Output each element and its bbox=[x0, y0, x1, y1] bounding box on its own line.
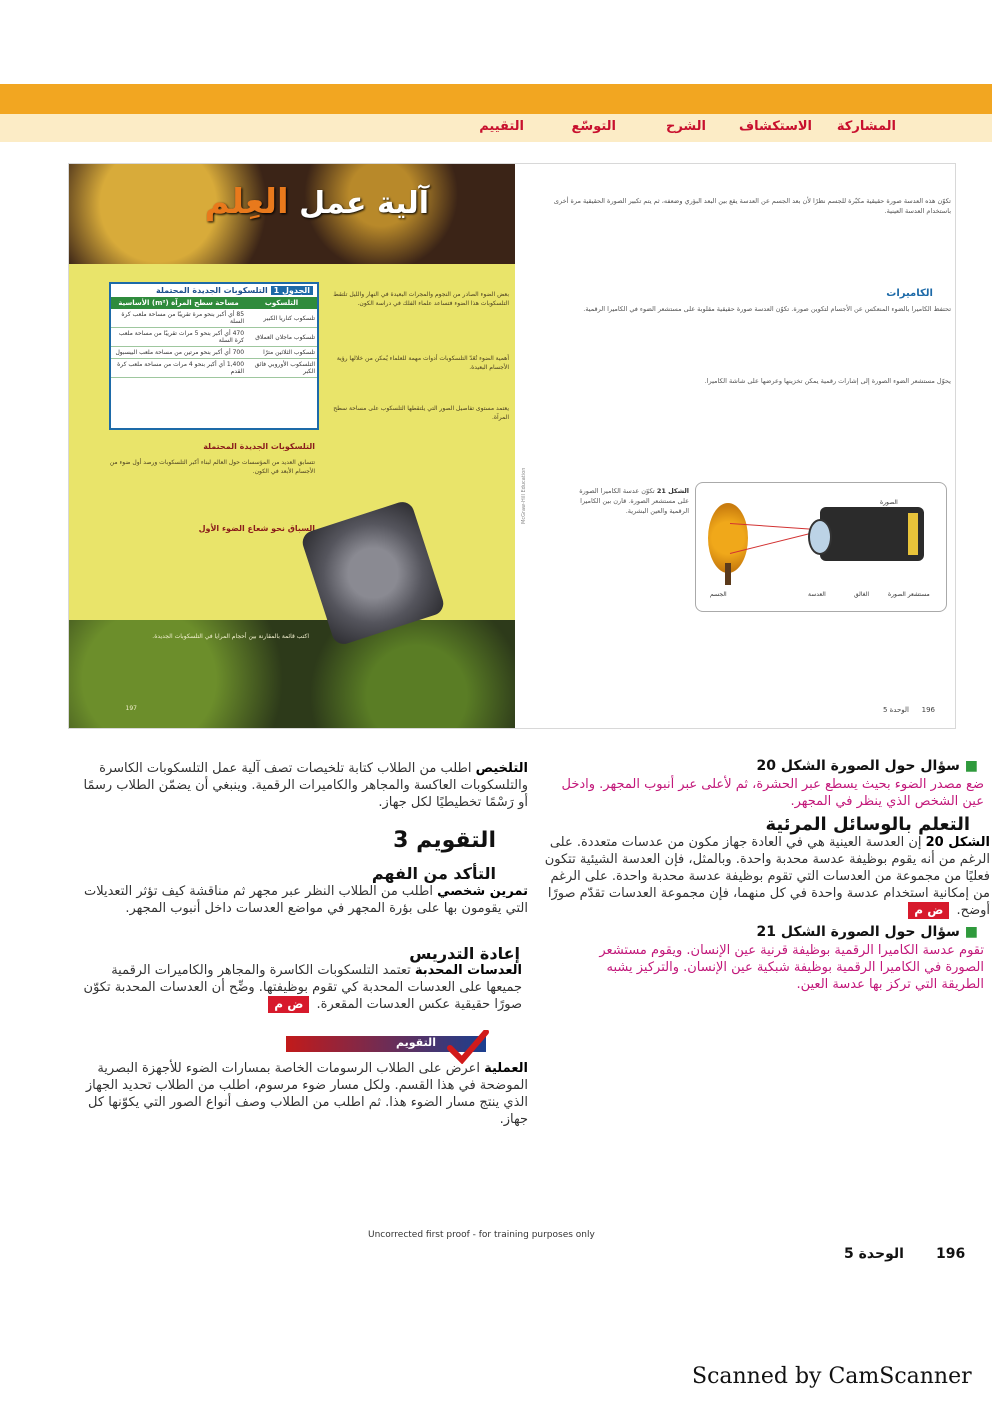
reteach-label: العدسات المحدبة bbox=[414, 963, 522, 978]
camscanner-watermark: Scanned by CamScanner bbox=[692, 1364, 972, 1389]
title-a: آلية عمل bbox=[299, 186, 429, 221]
summary-label: التلخيص bbox=[475, 761, 528, 776]
right-page-number: 196 bbox=[921, 706, 935, 714]
q20-heading: ■ سؤال حول الصورة الشكل 20 bbox=[756, 758, 978, 774]
table-row: تلسكوب ماجلان العملاق 470 أي أكبر بنحو 5 مرات تقريبًا من مساحة ملعب كرة السلة bbox=[111, 328, 317, 347]
right-heading: الكاميرات bbox=[886, 288, 933, 299]
nav-item-engage[interactable]: المشاركة bbox=[836, 119, 896, 134]
tree-trunk bbox=[725, 563, 731, 585]
image-sensor bbox=[908, 513, 918, 555]
exercise-label: تمرين شخصي bbox=[437, 884, 528, 899]
practical-label: العملية bbox=[484, 1061, 528, 1076]
proof-note: Uncorrected first proof - for training purposes only bbox=[368, 1230, 595, 1240]
nav-item-elaborate[interactable]: التوسّع bbox=[571, 119, 616, 134]
top-color-band bbox=[0, 84, 992, 114]
right-paragraph-2: يحوّل مستشعر الضوء الصورة إلى إشارات رقمية يمكن تخزينها وعرضها على شاشة الكاميرا. bbox=[704, 377, 951, 385]
checkmark-icon bbox=[446, 1030, 490, 1064]
exercise-text: اطلب من الطلاب النظر عبر مجهر ثم مناقشة كيف تؤثر التعديلات التي يقومون بها على بؤرة المجهر في مواضع العدسات داخل أنبوب المجهر. bbox=[84, 884, 528, 916]
evaluate-title: التقويم 3 bbox=[393, 828, 496, 853]
visual-learning-label: الشكل 20 bbox=[925, 835, 990, 850]
table bbox=[111, 297, 317, 378]
fig21-caption: الشكل 21 تكوّن عدسة الكاميرا الصورة على مستشعر الصورة. قارن بين الكاميرا الرقمية والعين البشرية. bbox=[579, 487, 689, 515]
right-paragraph-1: تحتفظ الكاميرا بالضوء المنعكس عن الأجسام لتكوين صورة. تكوّن العدسة صورة حقيقية مقلوبة على مستشعر الضوء في الكاميرا الرقمية. bbox=[583, 305, 951, 313]
visual-learning-block bbox=[536, 834, 990, 919]
right-page bbox=[515, 164, 955, 728]
table-caption: الجدول 1 التلسكوبات الجديدة المحتملة bbox=[111, 284, 317, 297]
visual-learning-text: إن العدسة العينية هي في العادة جهاز مكون من عدسات متعددة. على الرغم من أنه يقوم بوظيفة عدسة محدبة واحدة. وبالمثل، فإن العدسة الشيئية تتكون فعليًا من مجموعة من العدسات التي تقوم بوظيفة عدسة محدبة واحدة. على الرغم من إمكانية استخدام عدسة واحدة في كل منهما، فإن مجموعة العدسات تقدّم صورًا أوضح. bbox=[544, 835, 990, 918]
left-page-number: 197 bbox=[125, 705, 137, 712]
page-title bbox=[205, 182, 429, 222]
camera-lens bbox=[808, 519, 832, 555]
side-credit: McGraw-Hill Education bbox=[521, 467, 527, 524]
label-object: الجسم bbox=[710, 591, 727, 598]
camera-diagram bbox=[695, 482, 947, 612]
left-paragraph-4: تتسابق العديد من المؤسسات حول العالم لبناء أكبر التلسكوبات ورصد أول ضوء من الأجسام الأبعد في الكون. bbox=[109, 459, 315, 475]
reteach-text: تعتمد التلسكوبات الكاسرة والمجاهر والكاميرات الرقمية جميعها على العدسات المحدبة كي تقوم بوظيفتها. وضِّح أن العدسات المحدبة تكوّن صورًا حقيقية عكس العدسات المقعرة. bbox=[83, 963, 522, 1012]
table-row: التلسكوب الأوروبي فائق الكبر 1,400 أي أكبر بنحو 4 مرات من مساحة ملعب كرة القدم bbox=[111, 359, 317, 378]
assessment-banner-label: التقويم bbox=[396, 1036, 436, 1049]
footer-unit: الوحدة 5 bbox=[844, 1246, 904, 1262]
table-row: تلسكوب الثلاثين مترًا 700 أي أكبر بنحو مرتين من مساحة ملعب البيسبول bbox=[111, 347, 317, 359]
reteach-heading: إعادة التدريس bbox=[409, 944, 520, 963]
right-unit-label: الوحدة 5 bbox=[882, 706, 909, 714]
practical-text: اعرض على الطلاب الرسومات الخاصة بمسارات الضوء للأجهزة البصرية الموضحة في هذا القسم. ولكل مسار ضوء مرسوم، اطلب من الطلاب تحديد الجهاز الذي ينتج مسار الضوء هذا. ثم اطلب من الطلاب وصف أنواع الصور التي يكوّنها كل جهاز. bbox=[85, 1061, 528, 1127]
table-row: تلسكوب كناريا الكبير 85 أي أكبر بنحو مرة تقريبًا من مساحة ملعب كرة السلة bbox=[111, 309, 317, 328]
q21-answer: تقوم عدسة الكاميرا الرقمية بوظيفة قرنية عين الإنسان. ويقوم مستشعر الصورة في الكاميرا الرقمية بوظيفة شبكية عين الإنسان. والتركيز يشبه الطريقة التي تركز بها عدسة العين. bbox=[599, 943, 984, 992]
label-shutter: الغالق bbox=[854, 591, 870, 598]
title-b: العِلم bbox=[204, 182, 289, 222]
nav-item-explain[interactable]: الشرح bbox=[665, 119, 706, 134]
status-badge: ض م bbox=[908, 902, 949, 919]
label-lens: العدسة bbox=[808, 591, 826, 598]
left-sidebar-note: اكتب قائمة بالمقارنة بين أحجام المرايا في التلسكوبات الجديدة. bbox=[152, 633, 309, 640]
reteach-block bbox=[74, 962, 522, 1013]
summary-block bbox=[78, 760, 528, 811]
nav-item-explore[interactable]: الاستكشاف bbox=[739, 119, 812, 134]
status-badge: ض م bbox=[268, 996, 309, 1013]
q21-heading: ■ سؤال حول الصورة الشكل 21 bbox=[756, 924, 978, 940]
right-intro: تكوّن هذه العدسة صورة حقيقية مكبّرة للجسم نظرًا لأن بعد الجسم عن العدسة يقع بين البعد البؤري وضعفه، ثم يتم تكبير الصورة الحقيقية مرة أخرى باستخدام العدسة العينية. bbox=[553, 197, 951, 215]
summary-text: اطلب من الطلاب كتابة تلخيصات تصف آلية عمل التلسكوبات الكاسرة والتلسكوبات العاكسة والمجاهر والكاميرات الرقمية. وينبغي أن يضمّن الطلاب رسمًا أو رَسْمًا تخطيطيًا لكل جهاز. bbox=[83, 761, 528, 810]
check-understanding-heading: التأكد من الفهم bbox=[371, 864, 496, 883]
left-paragraph-3: يعتمد مستوى تفاصيل الصور التي يلتقطها التلسكوب على مساحة سطح المرآة. bbox=[333, 405, 509, 421]
left-page bbox=[69, 164, 515, 728]
visual-learning-heading: التعلم بالوسائل المرئية bbox=[765, 814, 970, 835]
table-header: التلسكوب bbox=[246, 297, 317, 309]
textbook-spread-image bbox=[68, 163, 956, 729]
left-paragraph-1: بعض الضوء الصادر من النجوم والمجرات البعيدة في النهار والليل تلتقط التلسكوبات هذا الضوء فتساعد علماء الفلك في دراسة الكون. bbox=[333, 291, 509, 307]
q20-answer: ضع مصدر الضوء بحيث يسطع عبر الحشرة، ثم لأعلى عبر أنبوب المجهر. وادخل عين الشخص الذي ينظر في المجهر. bbox=[561, 777, 984, 809]
label-image: الصورة bbox=[880, 499, 898, 506]
left-paragraph-2: أهمية الضوء تُعَدّ التلسكوبات أدوات مهمة للعلماء يُمكن من خلالها رؤية الأجسام البعيدة. bbox=[336, 355, 509, 371]
left-heading-1: التلسكوبات الجديدة المحتملة bbox=[203, 442, 315, 451]
fig21-label: الشكل 21 bbox=[656, 487, 689, 495]
footer-page-number: 196 bbox=[936, 1246, 966, 1262]
left-heading-2: السباق نحو شعاع الضوء الأول bbox=[198, 524, 315, 533]
label-sensor: مستشعر الصورة bbox=[888, 591, 930, 598]
practical-block bbox=[74, 1060, 528, 1128]
nav-item-evaluate[interactable]: التقييم bbox=[479, 119, 524, 134]
exercise-block bbox=[74, 883, 528, 917]
telescope-table bbox=[109, 282, 319, 430]
table-header: مساحة سطح المرآة (m²) الأساسية bbox=[111, 297, 246, 309]
